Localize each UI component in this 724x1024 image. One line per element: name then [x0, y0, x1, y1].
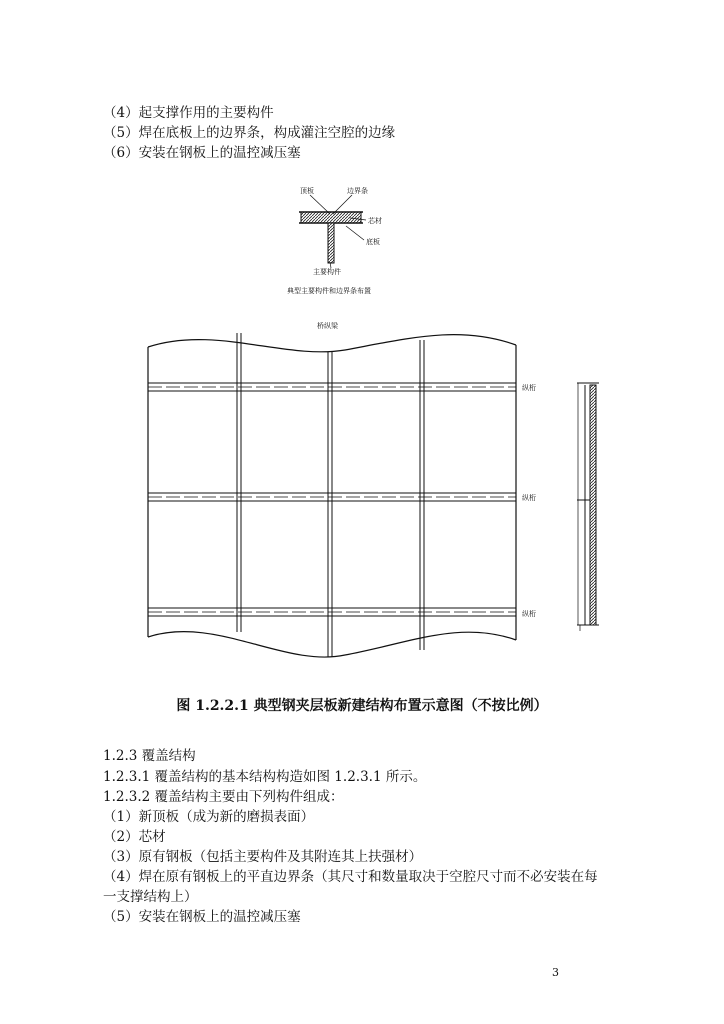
core-layer — [301, 212, 361, 223]
label-girder-1: 纵桁 — [522, 384, 536, 392]
section-line-3: 1.2.3.2 覆盖结构主要由下列构件组成： — [103, 789, 344, 805]
section-line-4: （1）新顶板（成为新的磨损表面） — [103, 809, 315, 825]
section-line-2: 1.2.3.1 覆盖结构的基本结构构造如图 1.2.3.1 所示。 — [103, 769, 427, 785]
section-line-7: （4）焊在原有钢板上的平直边界条（其尺寸和数量取决于空腔尺寸而不必安装在每 — [103, 869, 598, 885]
top-list-item-5: （5）焊在底板上的边界条，构成灌注空腔的边缘 — [103, 125, 396, 141]
label-girder-2: 纵桁 — [522, 494, 536, 502]
sandwich-detail-drawing — [287, 186, 382, 295]
detail-caption: 典型主要构件和边界条布置 — [287, 287, 371, 295]
section-line-1: 1.2.3 覆盖结构 — [103, 748, 196, 764]
label-base-plate: 底板 — [366, 238, 380, 246]
label-girder-3: 纵桁 — [522, 610, 536, 618]
page-number: 3 — [552, 966, 559, 979]
top-list-item-4: （4）起支撑作用的主要构件 — [103, 105, 274, 121]
figure-caption: 图 1.2.2.1 典型钢夹层板新建结构布置示意图（不按比例） — [176, 698, 548, 714]
label-core: 芯材 — [368, 217, 382, 225]
section-line-5: （2）芯材 — [103, 829, 166, 845]
top-break-line — [148, 335, 516, 352]
section-line-8: 一支撑结构上） — [103, 889, 198, 905]
label-boundary-bar: 边界条 — [347, 187, 368, 195]
top-list-item-6: （6）安装在钢板上的温控减压塞 — [103, 145, 301, 161]
side-section-drawing — [577, 383, 599, 631]
main-member — [328, 223, 334, 263]
label-top-plate: 顶板 — [300, 187, 314, 195]
plan-view-drawing — [148, 321, 536, 657]
section-line-9: （5）安装在钢板上的温控减压塞 — [103, 909, 301, 925]
section-line-6: （3）原有钢板（包括主要构件及其附连其上扶强材） — [103, 849, 423, 865]
label-bridge-beam: 桥纵梁 — [317, 322, 338, 330]
label-main-member: 主要构件 — [313, 268, 341, 276]
